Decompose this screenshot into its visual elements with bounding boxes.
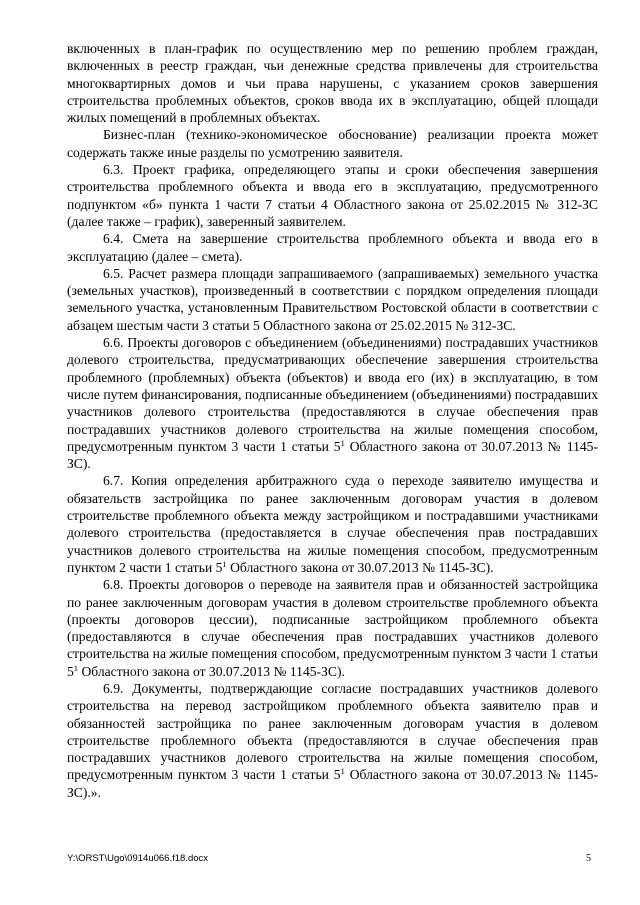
paragraph-business-plan: Бизнес-план (технико-экономическое обоснование) реализации проекта может содержать также иные разделы по усмотрению заявителя. [67, 127, 598, 160]
paragraph-6-6 [67, 334, 598, 472]
paragraph-text: 6.7. Копия определения арбитражного суда о переходе заявителю имущества и обязательств застройщика по ранее заключенным договорам участия в долевом строительстве проблемного объекта между застройщиком и пострадавшими участниками долевого строительства (предоставляется в случае обеспечения прав пострадавших участников долевого строительства на жилые помещения способом, предусмотренным пунктом 2 части 1 статьи 5 [67, 473, 598, 575]
paragraph-text: Областного закона от 30.07.2013 № 1145-ЗС). [226, 559, 494, 575]
superscript: 1 [340, 766, 345, 777]
paragraph-continuation: включенных в план-график по осуществлению мер по решению проблем граждан, включенных в реестр граждан, чьи денежные средства привлечены для строительства многоквартирных домов и чьи права нарушены, с указанием сроков завершения строительства проблемных объектов, сроков ввода их в эксплуатацию, общей площади жилых помещений в проблемных объектах. [67, 41, 598, 126]
paragraph-6-8 [67, 576, 598, 680]
superscript: 1 [222, 558, 227, 569]
paragraph-6-5: 6.5. Расчет размера площади запрашиваемого (запрашиваемых) земельного участка (земельных участков), произведенный в соответствии с порядком определения площади земельного участка, установленным Правительством Ростовской области в соответствии с абзацем шестым части 3 статьи 5 Областного закона от 25.02.2015 № 312-ЗС. [67, 265, 598, 333]
paragraph-text: 6.9. Документы, подтверждающие согласие пострадавших участников долевого строительства на перевод застройщиком проблемного объекта заявителю прав и обязанностей застройщика по ранее заключенным договорам участия в долевом строительстве проблемного объекта (предоставляются в случае обеспечения прав пострадавших участников долевого строительства на жилые помещения способом, предусмотренным пунктом 3 части 1 статьи 5 [67, 680, 598, 783]
superscript: 1 [340, 437, 345, 448]
superscript: 1 [73, 662, 79, 673]
paragraph-text: Областного закона от 30.07.2013 № 1145-ЗС). [67, 438, 598, 472]
paragraph-text: 6.6. Проекты договоров с объединением (объединениями) пострадавших участников долевого строительства, предусматривающих обеспечение завершения строительства проблемного (проблемных) объекта (объектов) и ввода его (их) в эксплуатацию, в том числе путем финансирования, подписанные объединением (объединениями) пострадавших участников долевого строительства (предоставляются в случае обеспечения прав пострадавших участников долевого строительства на жилые помещения способом, предусмотренным пунктом 3 части 1 статьи 5 [67, 335, 598, 454]
paragraph-6-4: 6.4. Смета на завершение строительства проблемного объекта и ввода его в эксплуатацию (далее – смета). [67, 231, 598, 264]
page-number: 5 [586, 853, 591, 864]
paragraph-6-3: 6.3. Проект графика, определяющего этапы и сроки обеспечения завершения строительства проблемного объекта и ввода его в эксплуатацию, предусмотренного подпунктом «б» пункта 1 части 7 статьи 4 Областного закона от 25.02.2015 № 312-ЗС (далее также – график), заверенный заявителем. [67, 162, 598, 229]
paragraph-text: 6.8. Проекты договоров о переводе на заявителя прав и обязанностей застройщика по ранее заключенным договорам участия в долевом строительстве проблемного объекта (проекты договоров цессии), подписанные застройщиком проблемного объекта (предоставляются в случае обеспечения прав пострадавших участников долевого строительства на жилые помещения способом, предусмотренным пунктом 3 части 1 статьи 5 [67, 577, 598, 679]
paragraph-text: Областного закона от 30.07.2013 № 1145-ЗС).». [67, 767, 598, 800]
paragraph-6-9 [67, 680, 598, 801]
footer-file-path: Y:\ORST\Ugo\0914u066.f18.docx [67, 853, 209, 864]
document-body [67, 40, 598, 801]
paragraph-text: Областного закона от 30.07.2013 № 1145-ЗС). [78, 663, 345, 679]
paragraph-6-7 [67, 472, 598, 576]
